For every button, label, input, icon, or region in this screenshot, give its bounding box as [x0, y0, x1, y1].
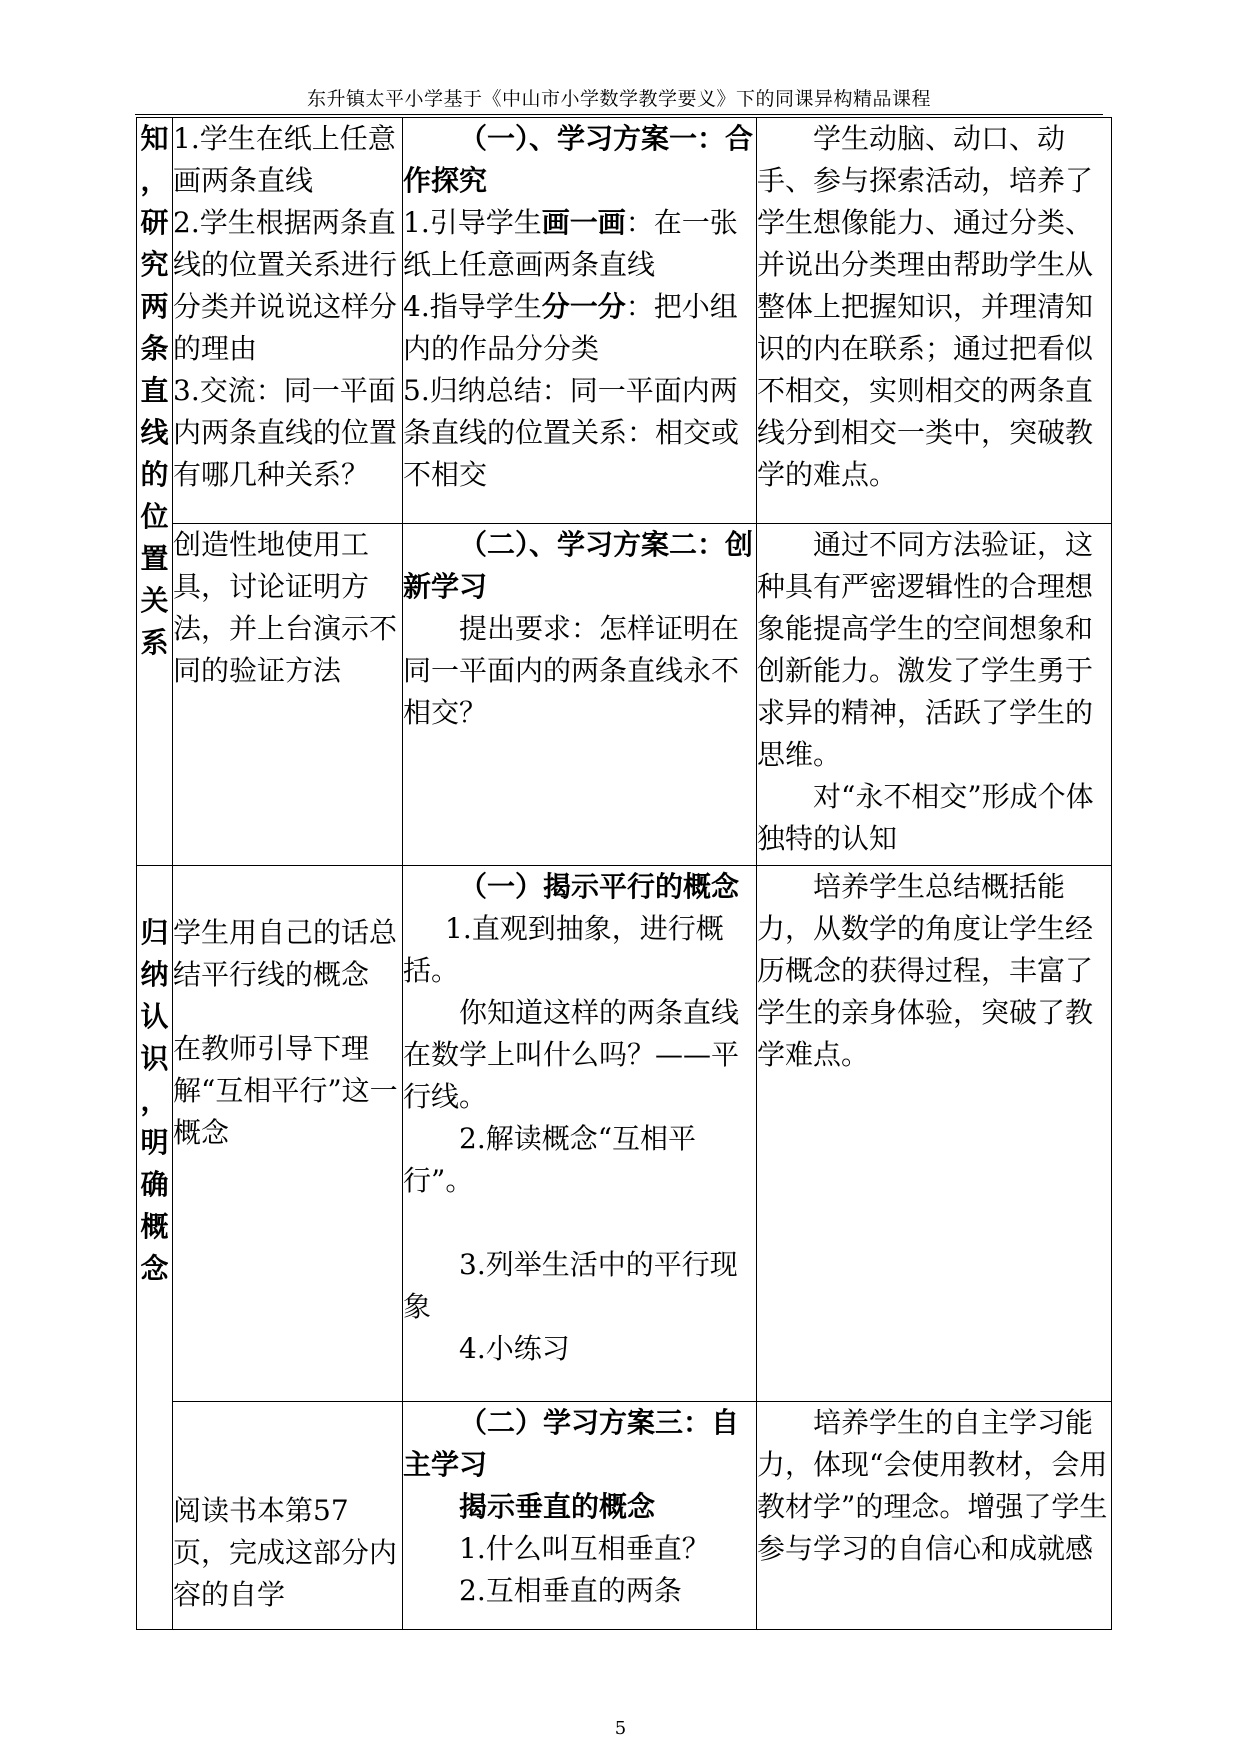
teacher-activity-cell [403, 866, 757, 1402]
teacher-step: 1.引导学生画一画：在一张纸上任意画两条直线 [403, 206, 738, 281]
teacher-step: 提出要求：怎样证明在同一平面内的两条直线永不相交？ [403, 612, 740, 729]
student-activity-cell [173, 524, 403, 866]
page-number: 5 [614, 1718, 627, 1739]
design-intent-text: 通过不同方法验证，这种具有严密逻辑性的合理想象能提高学生的空间想象和创新能力。激发了学生勇于求异的精神，活跃了学生的思维。 [757, 528, 1094, 771]
design-intent-text: 对“永不相交”形成个体独特的认知 [757, 780, 1094, 855]
student-activity-text: 3.交流：同一平面内两条直线的位置有哪几种关系？ [173, 374, 398, 491]
teacher-step: 你知道这样的两条直线在数学上叫什么吗？——平行线。 [403, 996, 740, 1113]
teacher-step: 4.指导学生分一分：把小组内的作品分分类 [403, 290, 738, 365]
teacher-step: 4.小练习 [459, 1332, 570, 1365]
page-header: 东升镇太平小学基于《中山市小学数学教学要义》下的同课异构精品课程 [306, 88, 931, 110]
student-activity-text: 2.学生根据两条直线的位置关系进行分类并说说这样分的理由 [173, 206, 398, 365]
design-intent-text: 培养学生总结概括能力，从数学的角度让学生经历概念的获得过程，丰富了学生的亲身体验，突破了教学难点。 [757, 870, 1094, 1071]
plan-title: （二）学习方案三：自主学习 [403, 1406, 740, 1481]
teacher-step: 3.列举生活中的平行现象 [403, 1248, 738, 1323]
design-intent-cell [757, 1402, 1112, 1630]
student-activity-text: 在教师引导下理解“互相平行”这一概念 [173, 1032, 398, 1149]
student-activity-text: 学生用自己的话总结平行线的概念 [173, 916, 398, 991]
teacher-step: 1.什么叫互相垂直？ [459, 1532, 710, 1565]
student-activity-cell [173, 1402, 403, 1630]
design-intent-cell [757, 866, 1112, 1402]
student-activity-text: 1.学生在纸上任意画两条直线 [173, 122, 396, 197]
table-row [137, 524, 1112, 866]
plan-title: （一）、学习方案一：合作探究 [403, 122, 754, 197]
student-activity-text: 阅读书本第57页，完成这部分内容的自学 [173, 1494, 398, 1611]
header-rule [135, 114, 1103, 115]
teacher-activity-cell [403, 1402, 757, 1630]
teacher-step: 1.直观到抽象，进行概括。 [403, 912, 724, 987]
table-row [137, 866, 1112, 1402]
design-intent-cell [757, 524, 1112, 866]
teacher-step: 5.归纳总结：同一平面内两条直线的位置关系：相交或不相交 [403, 374, 740, 491]
teacher-step: 2.解读概念“互相平行”。 [403, 1122, 697, 1197]
table-row [137, 118, 1112, 524]
plan-title: （一）揭示平行的概念 [459, 870, 740, 903]
plan-title: （二）、学习方案二：创新学习 [403, 528, 754, 603]
lesson-plan-table [136, 117, 1112, 1630]
teacher-step: 2.互相垂直的两条 [459, 1574, 682, 1607]
plan-subtitle: 揭示垂直的概念 [459, 1490, 656, 1523]
teacher-activity-cell [403, 524, 757, 866]
stage-label-research: 知 ， 研 究 两 条 直 线 的 位 置 关 系 [137, 118, 173, 866]
student-activity-text: 创造性地使用工具，讨论证明方法，并上台演示不同的验证方法 [173, 528, 398, 687]
student-activity-cell [173, 866, 403, 1402]
design-intent-text: 学生动脑、动口、动手、参与探索活动，培养了学生想像能力、通过分类、并说出分类理由帮助学生从整体上把握知识，并理清知识的内在联系；通过把看似不相交，实则相交的两条直线分到相交一类中，突破教学的难点。 [757, 122, 1094, 491]
design-intent-cell [757, 118, 1112, 524]
teacher-activity-cell [403, 118, 757, 524]
stage-label-summarize: 归 纳 认 识 ， 明 确 概 念 [137, 866, 173, 1630]
student-activity-cell [173, 118, 403, 524]
table-row [137, 1402, 1112, 1630]
design-intent-text: 培养学生的自主学习能力，体现“会使用教材，会用教材学”的理念。增强了学生参与学习的自信心和成就感 [757, 1406, 1108, 1565]
